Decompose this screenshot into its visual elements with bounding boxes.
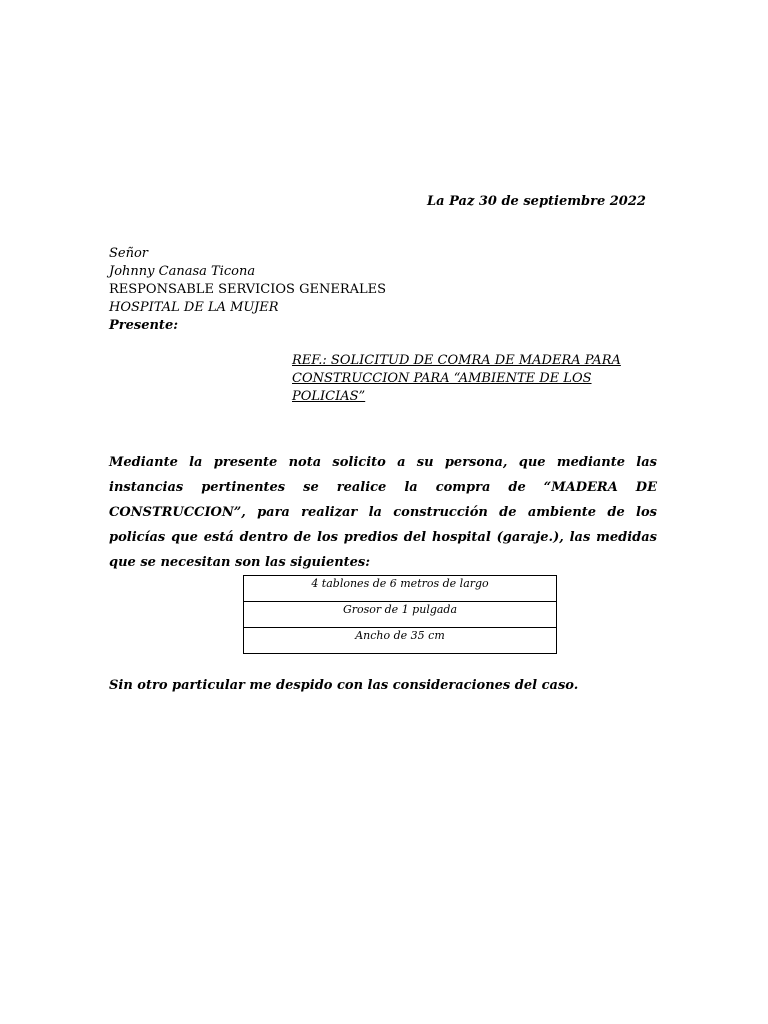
reference-block	[292, 352, 652, 406]
recipient-institution: HOSPITAL DE LA MUJER	[109, 300, 279, 315]
body-paragraph: Mediante la presente nota solicito a su persona, que mediante las instancias pertinentes se realice la compra de “MADERA DE CONSTRUCCION”, para realizar la construcción de ambiente de los policías que está dentro de los predios del hospital (garaje.), las medidas que se necesitan son las siguientes:	[109, 455, 657, 570]
reference-line: CONSTRUCCION PARA “AMBIENTE DE LOS	[292, 371, 592, 386]
measurement-cell: Grosor de 1 pulgada	[244, 602, 557, 628]
closing-line: Sin otro particular me despido con las consideraciones del caso.	[109, 678, 579, 693]
recipient-salutation: Señor	[109, 246, 149, 261]
table-row	[244, 576, 557, 602]
reference-line: POLICIAS”	[292, 389, 366, 404]
recipient-position: RESPONSABLE SERVICIOS GENERALES	[109, 282, 387, 297]
reference-line: REF.: SOLICITUD DE COMRA DE MADERA PARA	[292, 353, 621, 368]
recipient-name: Johnny Canasa Ticona	[109, 264, 256, 279]
letter-date: La Paz 30 de septiembre 2022	[427, 194, 646, 209]
table-row	[244, 628, 557, 654]
recipient-presente: Presente:	[109, 318, 179, 333]
recipient-block	[109, 245, 386, 335]
measurements-table	[243, 575, 557, 654]
measurement-cell: 4 tablones de 6 metros de largo	[244, 576, 557, 602]
table-row	[244, 602, 557, 628]
measurement-cell: Ancho de 35 cm	[244, 628, 557, 654]
